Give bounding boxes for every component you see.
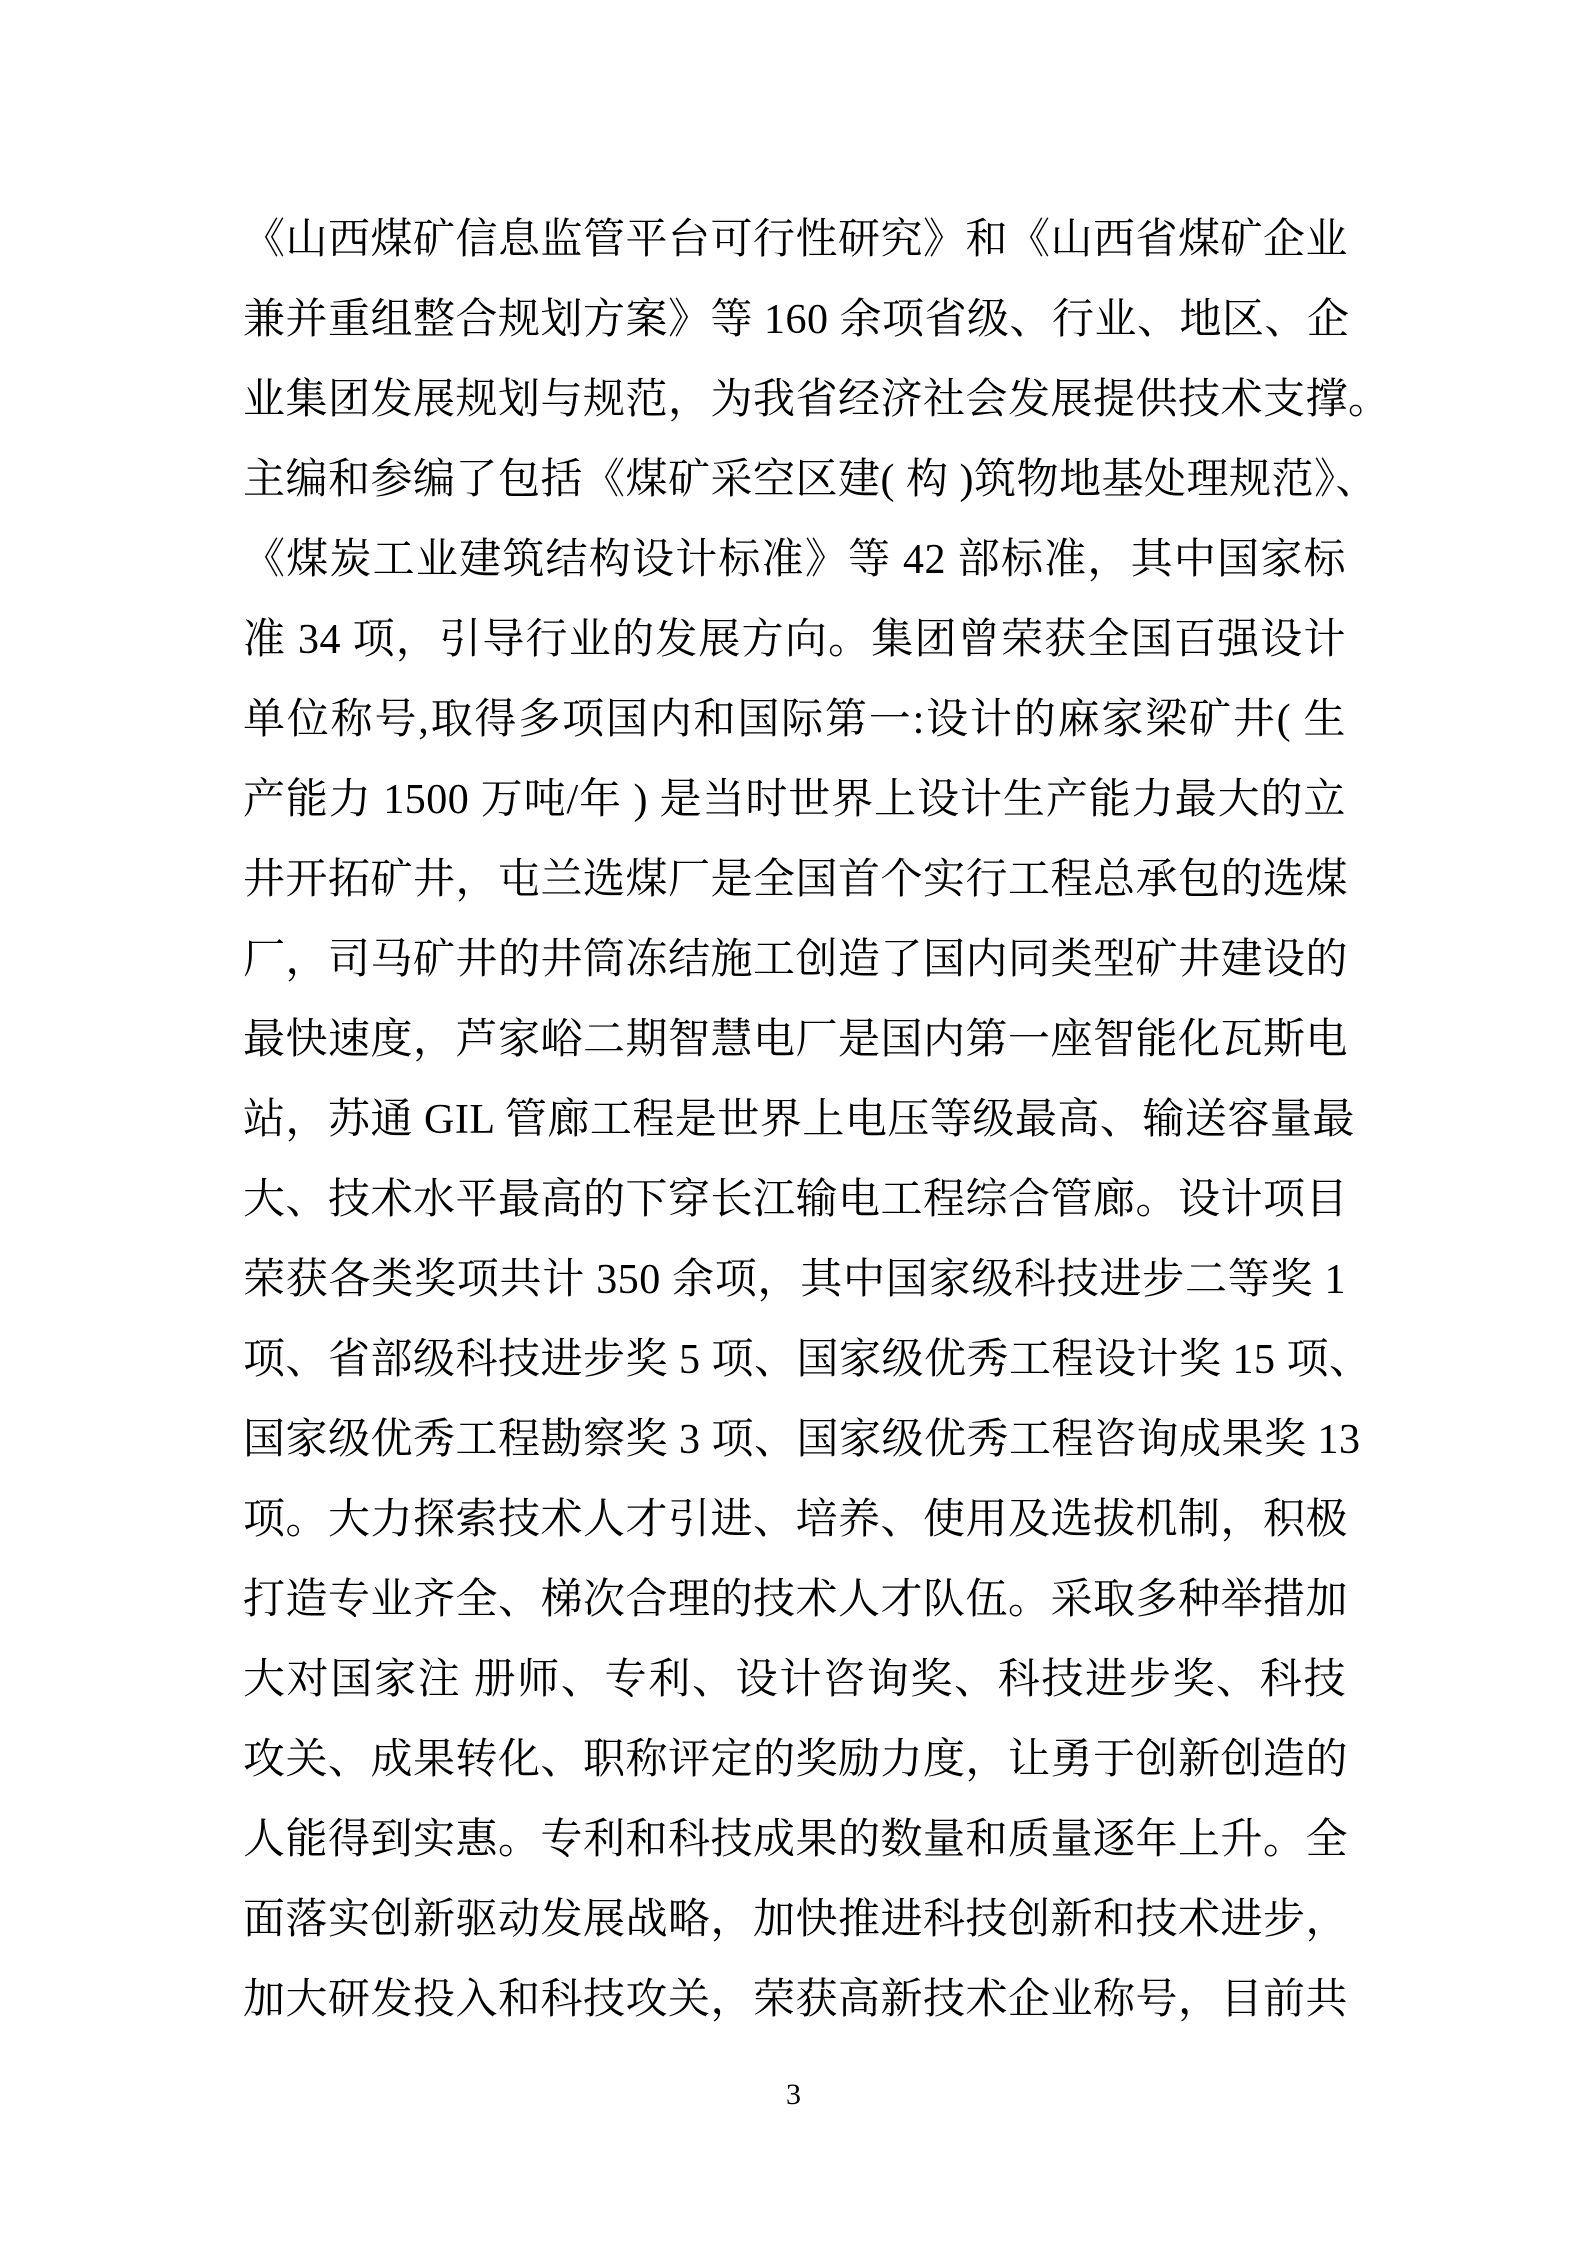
text-line: 井开拓矿井，屯兰选煤厂是全国首个实行工程总承包的选煤 [243,857,1349,903]
text-line: 荣获各类奖项共计 350 余项，其中国家级科技进步二等奖 1 [243,1257,1346,1303]
text-line: 主编和参编了包括《煤矿采空区建( 构 )筑物地基处理规范》、 [243,457,1378,503]
text-line: 项、省部级科技进步奖 5 项、国家级优秀工程设计奖 15 项、 [243,1337,1372,1383]
text-line: 国家级优秀工程勘察奖 3 项、国家级优秀工程咨询成果奖 13 [243,1417,1361,1463]
text-line: 加大研发投入和科技攻关，荣获高新技术企业称号，目前共 [243,1977,1349,2023]
text-line: 兼并重组整合规划方案》等 160 余项省级、行业、地区、企 [243,297,1350,343]
text-line: 站，苏通 GIL 管廊工程是世界上电压等级最高、输送容量最 [243,1097,1355,1143]
text-line: 单位称号,取得多项国内和国际第一:设计的麻家梁矿井( 生 [243,697,1346,743]
text-line: 大、技术水平最高的下穿长江输电工程综合管廊。设计项目 [243,1177,1349,1223]
text-line: 最快速度，芦家峪二期智慧电厂是国内第一座智能化瓦斯电 [243,1017,1349,1063]
text-line: 《山西煤矿信息监管平台可行性研究》和《山西省煤矿企业 [243,217,1349,263]
text-line: 攻关、成果转化、职称评定的奖励力度，让勇于创新创造的 [243,1737,1349,1783]
text-line: 打造专业齐全、梯次合理的技术人才队伍。采取多种举措加 [243,1577,1349,1623]
text-line: 厂，司马矿井的井筒冻结施工创造了国内同类型矿井建设的 [243,937,1349,983]
text-line: 人能得到实惠。专利和科技成果的数量和质量逐年上升。全 [243,1817,1349,1863]
text-line: 面落实创新驱动发展战略，加快推进科技创新和技术进步， [243,1897,1349,1943]
text-line: 产能力 1500 万吨/年 ) 是当时世界上设计生产能力最大的立 [243,777,1346,823]
text-line: 项。大力探索技术人才引进、培养、使用及选拔机制，积极 [243,1497,1349,1543]
text-line: 大对国家注 册师、专利、设计咨询奖、科技进步奖、科技 [243,1657,1346,1703]
text-line: 《煤炭工业建筑结构设计标准》等 42 部标准，其中国家标 [243,537,1346,583]
text-line: 准 34 项，引导行业的发展方向。集团曾荣获全国百强设计 [243,617,1346,663]
body-text [243,200,1391,2040]
page-number: 3 [786,2078,801,2111]
text-line: 业集团发展规划与规范，为我省经济社会发展提供技术支撑。 [243,377,1391,423]
